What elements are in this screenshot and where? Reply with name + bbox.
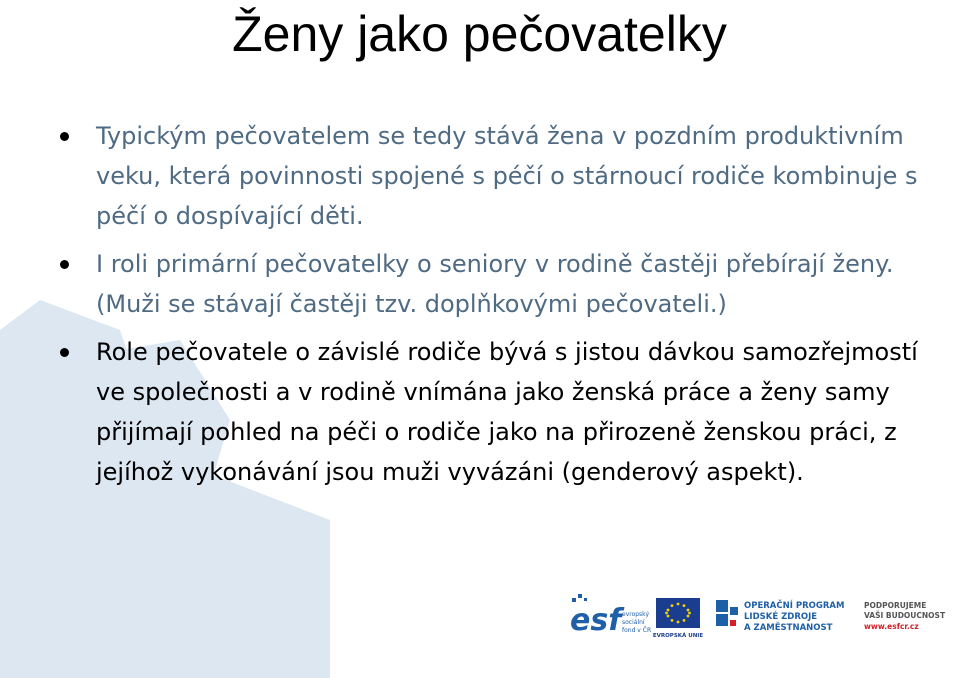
support-line: VAŠI BUDOUCNOST [864,611,946,620]
bullet-item [58,244,938,324]
bullet-dot-icon [60,260,69,269]
esf-text-line: fond v ČR [622,627,652,634]
op-line: OPERAČNÍ PROGRAM [744,601,845,611]
bullet-text: I roli primární pečovatelky o seniory v rodině častěji přebírají ženy. (Muži se stávají častěji tzv. doplňkovými pečovateli.) [96,250,894,318]
support-slogan [864,601,946,631]
support-line: PODPORUJEME [864,601,927,610]
support-url: www.esfcr.cz [864,622,919,631]
op-line: A ZAMĚSTNANOST [744,623,833,633]
eu-flag-logo [653,598,703,639]
esf-text-line: sociální [622,619,645,626]
esf-text-line: evropský [622,611,649,618]
bullet-item [58,332,938,492]
bullet-list [58,116,938,500]
bullet-text: Role pečovatele o závislé rodiče bývá s jistou dávkou samozřejmostí ve společnosti a v rodině vnímána jako ženská práce a ženy samy přijímají pohled na péči o rodiče jako na přirozeně ženskou práci, z jejíhož vykonávání jsou muži vyvázáni (genderový aspekt). [96,338,918,486]
esf-logo [570,594,651,638]
op-line: LIDSKÉ ZDROJE [744,612,818,622]
eu-flag-icon [656,598,700,628]
eu-caption: EVROPSKÁ UNIE [652,633,704,639]
esf-mark-text: esf [570,603,622,638]
slide-title: Ženy jako pečovatelky [232,6,727,62]
funding-logos [570,592,955,644]
bullet-text: Typickým pečovatelem se tedy stává žena v pozdním produktivním veku, která povinnosti spojené s péčí o stárnoucí rodiče kombinuje s péčí o dospívající děti. [96,122,918,230]
op-lzz-logo [716,599,844,633]
bullet-item [58,116,938,236]
bullet-dot-icon [60,348,69,357]
bullet-dot-icon [60,132,69,141]
